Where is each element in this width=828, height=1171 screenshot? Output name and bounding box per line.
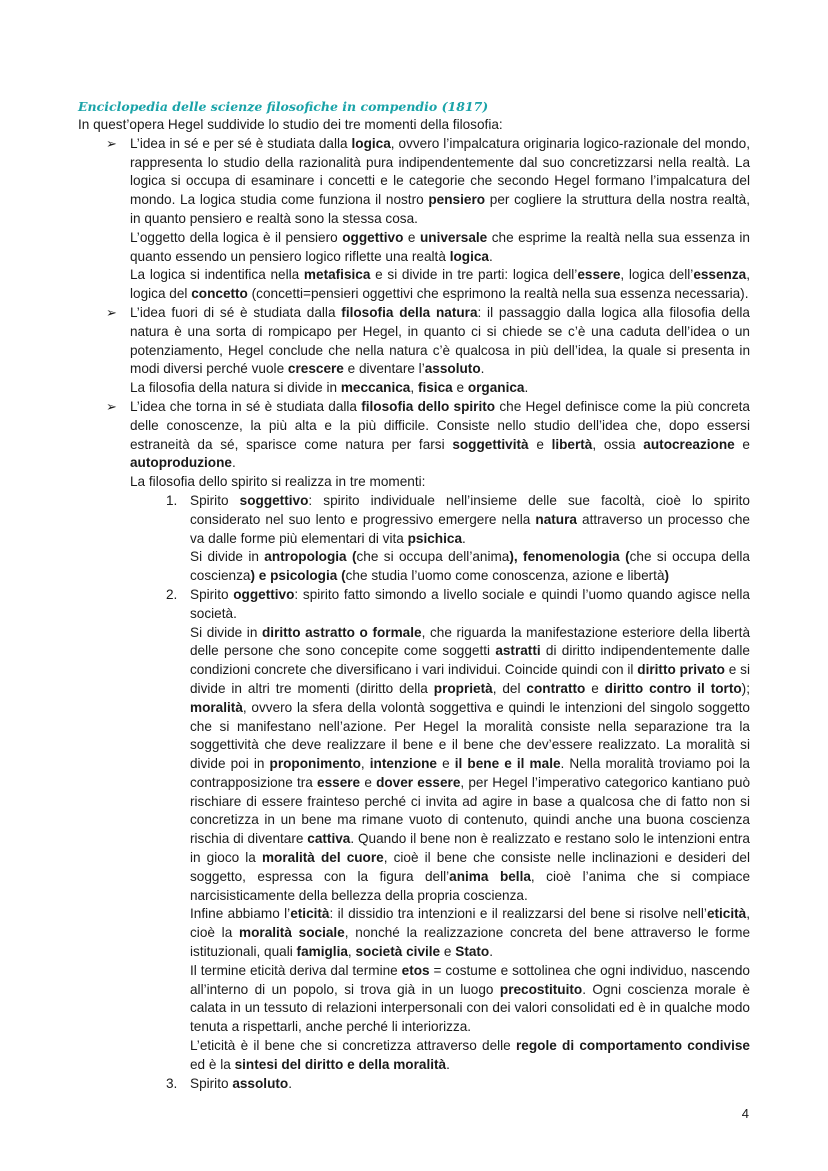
- bold-term: natura: [535, 511, 577, 527]
- text-run: per cogliere la struttura della nostra realtà, in quanto pensiero e realtà sono la stessa cosa.: [130, 192, 750, 226]
- text-run: La filosofia della natura si divide in: [130, 380, 341, 396]
- text-run: Spirito: [190, 492, 240, 508]
- paragraph: [130, 473, 750, 492]
- text-run: e: [528, 436, 552, 452]
- item-number: 3.: [166, 1075, 178, 1091]
- bold-term: sintesi del diritto e della moralità: [234, 1056, 447, 1072]
- text-run: che Hegel definisce come la più concreta delle conoscenze, la più alta e la più difficile. Consiste nello studio dell’idea che, dopo essersi estraneità da sé, sparisce come natura per farsi: [130, 398, 750, 452]
- bold-term: oggettivo: [342, 229, 404, 245]
- text-run: , ossia: [592, 436, 644, 452]
- bold-term: etos: [401, 962, 430, 978]
- bold-term: essere: [577, 267, 621, 283]
- bold-term: astratti: [495, 643, 541, 659]
- paragraph: [190, 492, 750, 548]
- paragraph: [130, 266, 750, 304]
- text-run: , nonché la realizzazione concreta del bene attraverso le forme istituzionali, quali: [190, 925, 751, 960]
- text-run: e: [437, 756, 455, 772]
- text-run: Si divide in: [190, 624, 262, 640]
- bold-term: precostituito: [499, 981, 583, 997]
- text-run: Il termine eticità deriva dal termine: [190, 962, 402, 978]
- bold-term: soggettivo: [239, 492, 309, 508]
- arrow-bullet-icon: ➢: [106, 304, 117, 320]
- bold-term: diritto contro il torto: [604, 680, 742, 696]
- text-run: ,: [410, 380, 418, 396]
- bold-term: moralità: [190, 699, 243, 715]
- text-run: , per Hegel l’imperativo categorico kantiano può rischiare di essere frainteso perché ci invita ad agire in base a qualcosa che di fatto non si concretizza in un bene ma rimane vuoto di contenuto, quindi anche una buona coscienza rischia di diventare: [190, 774, 751, 847]
- paragraph: [130, 135, 750, 229]
- paragraph: [190, 905, 750, 961]
- text-run: L’eticità è il bene che si concretizza attraverso delle: [190, 1038, 516, 1054]
- paragraph: [190, 1037, 750, 1075]
- bold-term: pensiero: [428, 192, 486, 208]
- text-run: L’oggetto della logica è il pensiero: [130, 229, 343, 245]
- paragraph: [130, 304, 750, 379]
- text-run: .: [231, 455, 236, 471]
- bullet-item: [78, 304, 750, 398]
- text-run: . Ogni coscienza morale è calata in un tessuto di relazioni interpersonali con dei valori consolidati ed è in qualche modo tenuta a rispettarli, anche perché li interiorizza.: [190, 981, 750, 1035]
- text-run: Si divide in: [190, 549, 265, 565]
- bold-term: concetto: [191, 286, 248, 302]
- text-run: .: [524, 380, 529, 396]
- text-run: e: [585, 680, 605, 696]
- text-run: che si occupa dell’anima: [356, 549, 510, 565]
- intro-text: In quest’opera Hegel suddivide lo studio dei tre momenti della filosofia:: [78, 117, 503, 132]
- paragraph: [190, 548, 750, 586]
- text-run: : spirito individuale nell’insieme delle sue facoltà, cioè lo spirito considerato nel suo lento e progressivo emergere nella: [190, 492, 750, 527]
- text-run: .: [446, 1056, 450, 1072]
- text-run: . Quando il bene non è realizzato e restano solo le intenzioni entra in gioco la: [190, 831, 750, 866]
- text-run: e si divide in tre parti: logica dell’: [370, 267, 578, 283]
- bold-term: famiglia: [296, 944, 348, 960]
- bold-term: autoproduzione: [130, 455, 232, 471]
- text-run: .: [488, 248, 493, 264]
- page-number: 4: [741, 1106, 749, 1121]
- bold-term: eticità: [290, 906, 330, 922]
- bold-term: dover essere: [376, 774, 461, 790]
- bold-term: soggettività: [452, 436, 529, 452]
- bold-term: proponimento: [269, 756, 361, 772]
- text-run: , del: [492, 680, 527, 696]
- bullet-item: [78, 135, 750, 304]
- text-run: .: [480, 361, 485, 377]
- text-run: L’idea fuori di sé è studiata dalla: [130, 304, 342, 320]
- paragraph: [130, 379, 750, 398]
- text-run: di diritto indipendentemente dalle condizioni concrete che diversificano i vari individui. Coincide quindi con il: [190, 643, 750, 678]
- bold-term: filosofia della natura: [341, 304, 478, 320]
- bold-term: moralità del cuore: [261, 850, 384, 866]
- text-run: .: [489, 944, 494, 960]
- paragraph: [190, 586, 750, 624]
- bold-term: intenzione: [369, 756, 437, 772]
- bold-term: logica: [351, 135, 391, 151]
- bold-term: autocreazione: [643, 436, 735, 452]
- bold-term: eticità: [706, 906, 747, 922]
- text-run: e: [452, 380, 468, 396]
- text-run: , ovvero l’impalcatura originaria logico-razionale del mondo, rappresenta lo studio della razionalità pura indipendentemente dal suo concretizzarsi nella realtà. La logica si occupa di esaminare i concetti e le categorie che secondo Hegel formano l’impalcatura del mondo. La logica studia come funziona il nostro: [130, 135, 751, 208]
- bold-term: moralità sociale: [239, 925, 345, 941]
- text-run: : spirito fatto simondo a livello sociale e quindi l’uomo quando agisce nella società.: [190, 586, 750, 621]
- bold-term: oggettivo: [233, 586, 295, 602]
- text-run: );: [741, 680, 750, 696]
- text-run: La filosofia dello spirito si realizza in tre momenti:: [130, 474, 426, 490]
- bold-term: anima bella: [449, 868, 531, 884]
- bold-term: crescere: [287, 361, 344, 377]
- bold-term: fisica: [417, 380, 453, 396]
- paragraph: [190, 624, 750, 906]
- text-run: Spirito: [190, 586, 234, 602]
- paragraph: [190, 1075, 750, 1094]
- bold-term: libertà: [551, 436, 593, 452]
- text-run: , che riguarda la manifestazione esteriore della libertà delle persone che sono concepite come soggetti: [190, 624, 751, 659]
- bold-term: universale: [419, 229, 488, 245]
- text-run: : il passaggio dalla logica alla filosofia della natura è una sorta di rompicapo per Hegel, in quanto ci si chiede se c’è una caduta dell’idea o un potenziamento, Hegel conclude che nella natura c’è qualcosa in più dell’idea, la quale si presenta in modi diversi perché vuole: [130, 304, 750, 377]
- arrow-bullet-icon: ➢: [106, 135, 117, 151]
- text-run: , cioè l’anima che si compiace narcisisticamente della bellezza della propria coscienza.: [190, 868, 751, 903]
- text-run: .: [462, 530, 466, 546]
- bold-term: essere: [317, 774, 361, 790]
- text-run: . Nella moralità troviamo poi la contrapposizione tra: [190, 756, 750, 790]
- paragraph: [130, 398, 750, 473]
- text-run: , cioè la: [190, 906, 751, 941]
- text-run: e: [403, 229, 420, 245]
- bold-term: organica: [467, 380, 525, 396]
- section-title: Enciclopedia delle scienze filosofiche in compendio (1817): [78, 99, 489, 114]
- bold-term: essenza: [693, 267, 747, 283]
- bold-term: contratto: [526, 680, 586, 696]
- bold-term: ) e psicologia (: [250, 568, 346, 584]
- bold-term: antropologia (: [264, 549, 357, 565]
- bold-term: ), fenomenologia (: [509, 549, 630, 565]
- bold-term: ): [664, 568, 670, 584]
- text-run: attraverso un processo che va dalle forme più elementari di vita: [190, 511, 750, 546]
- bullet-list: [78, 135, 750, 1094]
- numbered-item: [130, 1075, 750, 1094]
- text-run: , ovvero la sfera della volontà soggettiva e quindi le intenzioni del singolo soggetto che si manifestano nell’azione. Per Hegel la moralità consiste nella separazione tra la soggettività che deve realizzare il bene e il bene che dev’essere realizzato. La moralità si divide poi in: [190, 699, 750, 772]
- text-run: L’idea in sé e per sé è studiata dalla: [130, 135, 352, 151]
- document-body: [78, 98, 750, 1093]
- text-run: ed è la: [190, 1056, 235, 1072]
- text-run: ,: [360, 756, 370, 772]
- text-run: (concetti=pensieri oggettivi che esprimono la realtà nella sua essenza necessaria).: [247, 286, 749, 302]
- text-run: ,: [347, 944, 356, 960]
- text-run: che si occupa della coscienza: [190, 549, 750, 584]
- arrow-bullet-icon: ➢: [106, 398, 117, 414]
- text-run: che esprime la realtà nella sua essenza in quanto essendo un pensiero logico riflette una realtà: [130, 229, 750, 264]
- bold-term: meccanica: [340, 380, 411, 396]
- text-run: : il dissidio tra intenzioni e il realizzarsi del bene si risolve nell’: [329, 906, 707, 922]
- bold-term: filosofia dello spirito: [361, 398, 496, 414]
- item-number: 2.: [166, 586, 178, 602]
- bold-term: assoluto: [424, 361, 481, 377]
- text-run: e si divide in altri tre momenti (diritto della: [190, 662, 750, 696]
- bold-term: Stato: [455, 944, 490, 960]
- text-run: , logica dell’: [620, 267, 694, 283]
- text-run: = costume e sottolinea che ogni individuo, nascendo all’interno di un popolo, si trova già in un luogo: [190, 962, 750, 997]
- bold-term: metafisica: [303, 267, 371, 283]
- text-run: e: [360, 774, 377, 790]
- bullet-item: [78, 398, 750, 1093]
- bold-term: logica: [449, 248, 489, 264]
- text-run: , cioè il bene che consiste nelle inclinazioni e desideri del soggetto, espressa con la figura dell’: [190, 850, 751, 884]
- paragraph: [190, 962, 750, 1037]
- text-run: Spirito: [190, 1075, 233, 1091]
- bold-term: proprietà: [433, 680, 493, 696]
- bold-term: il bene e il male: [454, 756, 561, 772]
- text-run: e: [440, 944, 456, 960]
- text-run: Infine abbiamo l’: [190, 906, 291, 922]
- paragraph: [130, 229, 750, 267]
- bold-term: assoluto: [232, 1075, 289, 1091]
- bold-term: cattiva: [307, 831, 351, 847]
- text-run: che studia l’uomo come conoscenza, azione e libertà: [345, 568, 665, 584]
- numbered-item: [130, 586, 750, 1075]
- text-run: L’idea che torna in sé è studiata dalla: [130, 398, 362, 414]
- bold-term: regole di comportamento condivise: [515, 1038, 750, 1054]
- numbered-item: [130, 492, 750, 586]
- text-run: .: [288, 1075, 292, 1091]
- text-run: e diventare l’: [343, 361, 425, 377]
- bold-term: psichica: [407, 530, 463, 546]
- text-run: , logica del: [130, 267, 750, 302]
- item-number: 1.: [166, 492, 178, 508]
- text-run: e: [734, 436, 750, 452]
- bold-term: diritto privato: [637, 662, 725, 678]
- bold-term: società civile: [355, 944, 441, 960]
- bold-term: diritto astratto o formale: [262, 624, 422, 640]
- text-run: La logica si indentifica nella: [130, 267, 304, 283]
- numbered-list: [130, 492, 750, 1094]
